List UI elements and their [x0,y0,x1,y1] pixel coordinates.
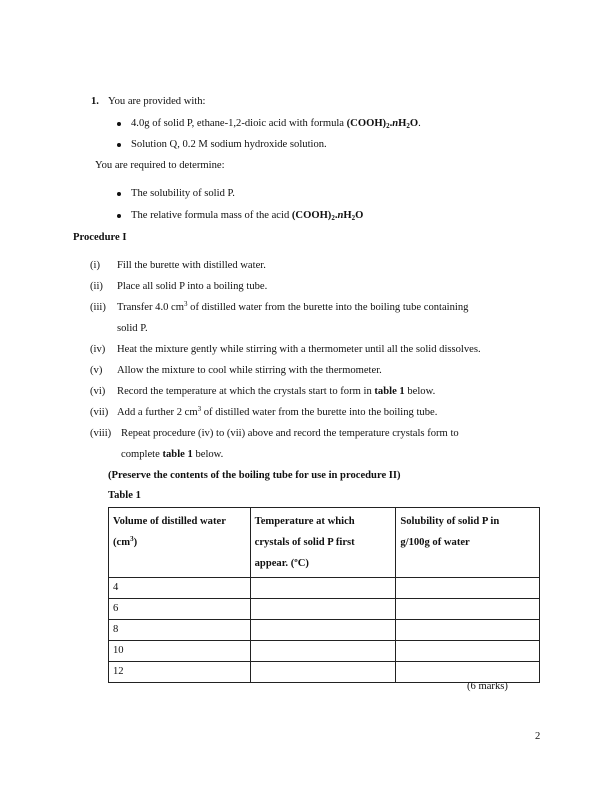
table-title: Table 1 [108,490,141,501]
bullet-icon [117,214,121,218]
step-label: (v) [90,365,103,376]
volume-cell: 12 [109,662,251,683]
procedure-title: Procedure I [73,232,127,243]
volume-cell: 8 [109,620,251,641]
bullet-icon [117,122,121,126]
step-text: Repeat procedure (iv) to (vii) above and record the temperature crystals form to [121,428,459,439]
step-text-continued: solid P. [117,323,148,334]
step-text: Transfer 4.0 $cm^3$ of distilled water from the burette into the boiling tube containing [117,300,469,313]
procedure-note: (Preserve the contents of the boiling tube for use in procedure II) [108,470,401,481]
results-table [108,507,540,683]
solubility-cell[interactable] [396,578,540,599]
step-text: Record the temperature at which the crystals start to form in table 1 below. [117,386,436,397]
table-header-row [109,508,540,578]
provided-item-1: 4.0g of solid P, ethane-1,2-dioic acid with formula $(COOH)_2.nH_2O$. [131,118,421,130]
temperature-cell[interactable] [250,662,396,683]
temperature-cell[interactable] [250,620,396,641]
step-label: (viii) [90,428,112,439]
question-intro: You are provided with: [108,96,206,107]
step-label: (vi) [90,386,106,397]
table-row [109,578,540,599]
solubility-cell[interactable] [396,620,540,641]
step-text: Allow the mixture to cool while stirring with the thermometer. [117,365,382,376]
table-row [109,620,540,641]
step-label: (i) [90,260,100,271]
solubility-cell[interactable] [396,599,540,620]
page-number: 2 [535,731,541,742]
table-row [109,641,540,662]
solubility-cell[interactable] [396,662,540,683]
step-label: (vii) [90,407,109,418]
required-item-1: The solubility of solid P. [131,188,235,199]
required-item-2: The relative formula mass of the acid $(COOH)_2.nH_2O$ [131,210,364,222]
step-text: Heat the mixture gently while stirring with a thermometer until all the solid dissolves. [117,344,481,355]
question-number: 1. [91,96,99,107]
temperature-cell[interactable] [250,599,396,620]
table-row [109,662,540,683]
table-row [109,599,540,620]
temperature-cell[interactable] [250,578,396,599]
step-text: Fill the burette with distilled water. [117,260,266,271]
volume-cell: 10 [109,641,251,662]
header-solubility: Solubility of solid P in g/100g of water [396,508,540,578]
header-temperature: Temperature at which crystals of solid P first appear. (ºC) [250,508,396,578]
step-text: Add a further 2 $cm^3$ of distilled water from the burette into the boiling tube. [117,405,438,418]
bullet-icon [117,192,121,196]
step-label: (iii) [90,302,106,313]
required-intro: You are required to determine: [95,160,225,171]
provided-item-2: Solution Q, 0.2 M sodium hydroxide solution. [131,139,327,150]
solubility-cell[interactable] [396,641,540,662]
step-label: (iv) [90,344,106,355]
step-text-continued: complete table 1 below. [121,449,224,460]
volume-cell: 6 [109,599,251,620]
volume-cell: 4 [109,578,251,599]
step-text: Place all solid P into a boiling tube. [117,281,268,292]
temperature-cell[interactable] [250,641,396,662]
header-volume: Volume of distilled water $(cm^3)$ [109,508,251,578]
step-label: (ii) [90,281,103,292]
marks-label: (6 marks) [467,681,508,692]
bullet-icon [117,143,121,147]
